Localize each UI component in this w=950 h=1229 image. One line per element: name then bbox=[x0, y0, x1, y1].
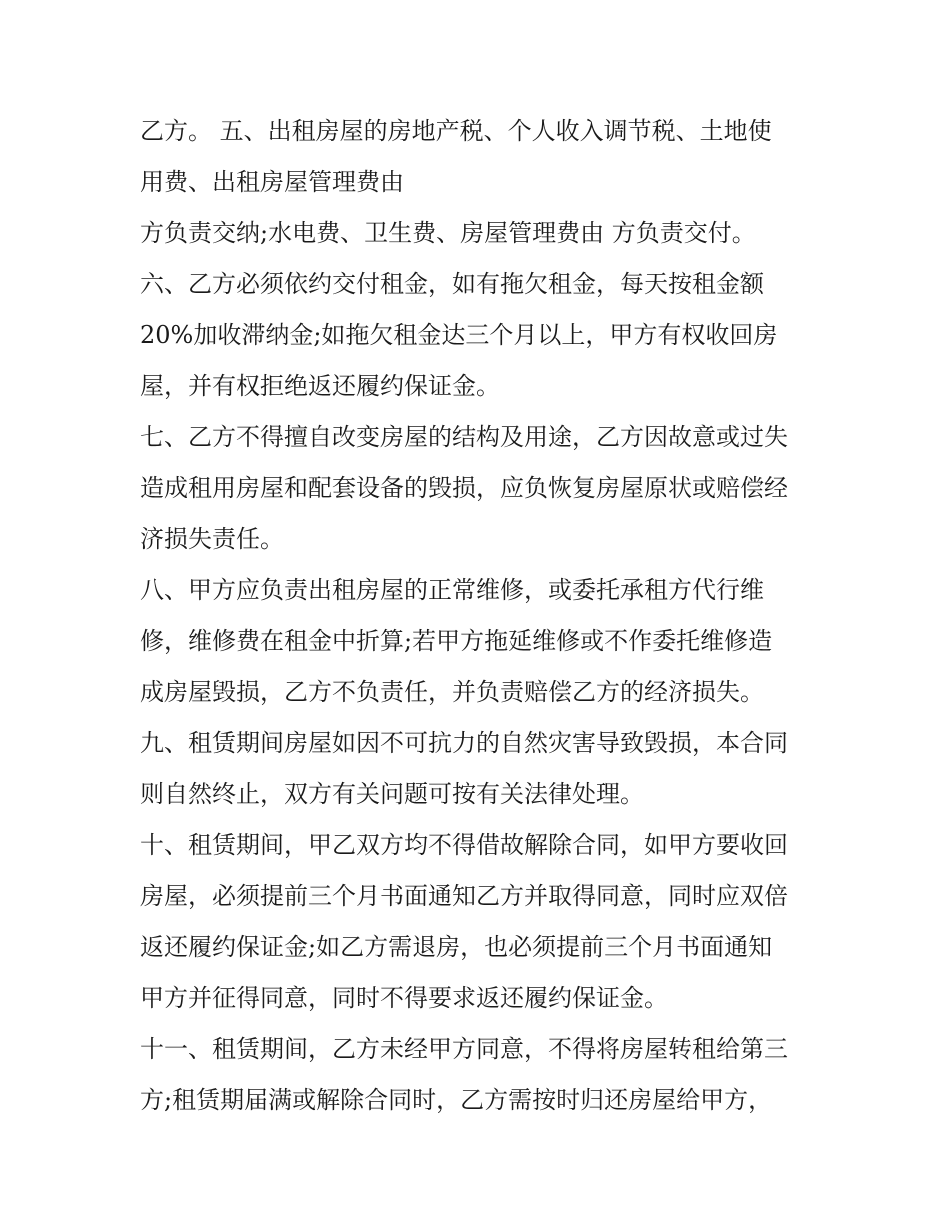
text-line: 用费、出租房屋管理费由 bbox=[140, 168, 404, 196]
text-line: 房屋，必须提前三个月书面通知乙方并取得同意，同时应双倍 bbox=[140, 882, 788, 910]
text-line: 十、租赁期间，甲乙双方均不得借故解除合同，如甲方要收回 bbox=[140, 831, 788, 859]
text-line: 20%加收滞纳金;如拖欠租金达三个月以上，甲方有权收回房 bbox=[140, 321, 778, 349]
text-line: 甲方并征得同意，同时不得要求返还履约保证金。 bbox=[140, 984, 668, 1012]
text-line: 则自然终止，双方有关问题可按有关法律处理。 bbox=[140, 780, 644, 808]
text-line: 返还履约保证金;如乙方需退房，也必须提前三个月书面通知 bbox=[140, 933, 773, 961]
text-line: 方;租赁期届满或解除合同时，乙方需按时归还房屋给甲方， bbox=[140, 1086, 773, 1114]
text-line: 六、乙方必须依约交付租金，如有拖欠租金，每天按租金额 bbox=[140, 270, 764, 298]
text-line: 九、租赁期间房屋如因不可抗力的自然灾害导致毁损，本合同 bbox=[140, 729, 788, 757]
text-line: 屋，并有权拒绝返还履约保证金。 bbox=[140, 372, 500, 400]
text-line: 乙方。 五、出租房屋的房地产税、个人收入调节税、土地使 bbox=[140, 117, 772, 145]
text-line: 七、乙方不得擅自改变房屋的结构及用途，乙方因故意或过失 bbox=[140, 423, 788, 451]
text-line: 八、甲方应负责出租房屋的正常维修，或委托承租方代行维 bbox=[140, 576, 764, 604]
contract-text bbox=[140, 106, 830, 1126]
text-line: 十一、租赁期间，乙方未经甲方同意，不得将房屋转租给第三 bbox=[140, 1035, 788, 1063]
text-line: 济损失责任。 bbox=[140, 525, 284, 553]
text-line: 成房屋毁损，乙方不负责任，并负责赔偿乙方的经济损失。 bbox=[140, 678, 764, 706]
text-line: 修，维修费在租金中折算;若甲方拖延维修或不作委托维修造 bbox=[140, 627, 773, 655]
text-line: 方负责交纳;水电费、卫生费、房屋管理费由 方负责交付。 bbox=[140, 219, 756, 247]
text-line: 造成租用房屋和配套设备的毁损，应负恢复房屋原状或赔偿经 bbox=[140, 474, 788, 502]
